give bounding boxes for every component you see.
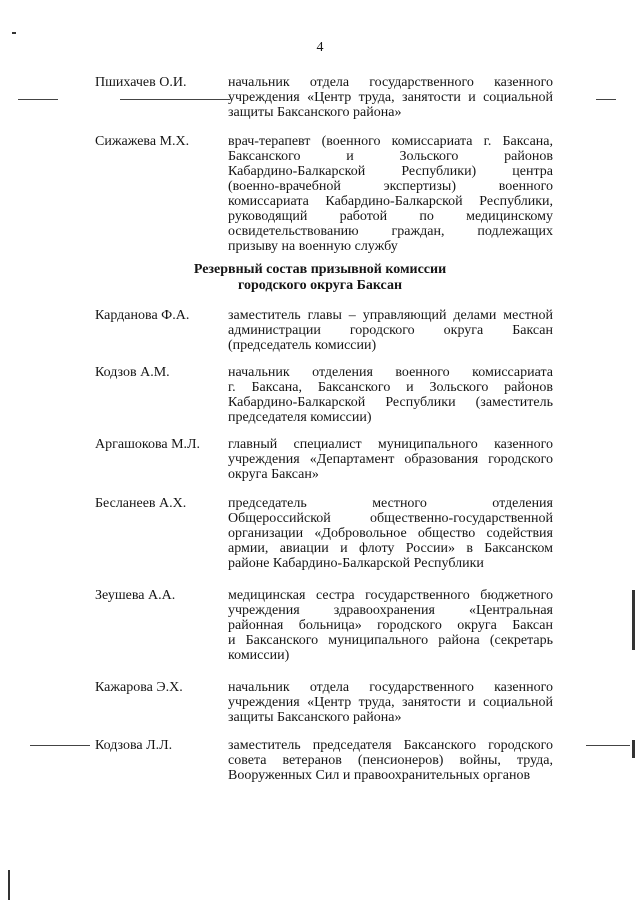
member-name: Пшихачев О.И.	[95, 75, 187, 90]
section-title	[0, 262, 640, 294]
role-line: освидетельствованию граждан, подлежащих	[228, 224, 553, 239]
member-name: Зеушева А.А.	[95, 588, 176, 603]
role-line: врач-терапевт (военного комиссариата г. Баксана,	[228, 134, 553, 149]
role-line: защиты Баксанского района»	[228, 710, 402, 725]
role-line: комиссии)	[228, 648, 290, 663]
role-line: Кабардино-Балкарской Республики) центра	[228, 164, 553, 179]
role-line: Общероссийской общественно-государственной	[228, 511, 553, 526]
member-role	[228, 588, 553, 663]
member-name: Сижажева М.Х.	[95, 134, 190, 149]
role-line: призыву на военную службу	[228, 239, 398, 254]
section-title-line: городского округа Баксан	[237, 278, 403, 293]
scan-line	[596, 99, 616, 100]
role-line: учреждения «Центр труда, занятости и социальной	[228, 90, 553, 105]
member-role	[228, 75, 553, 120]
member-role	[228, 134, 553, 254]
role-line: армии, авиации и флоту России» в Баксанском	[228, 541, 553, 556]
role-line: районе Кабардино-Балкарской Республики	[228, 556, 484, 571]
role-line: округа Баксан»	[228, 467, 319, 482]
role-line: руководящий работой по медицинскому	[228, 209, 553, 224]
role-line: учреждения здравоохранения «Центральная	[228, 603, 553, 618]
role-line: комиссариата Кабардино-Балкарской Республики,	[228, 194, 553, 209]
role-line: учреждения «Департамент образования городского	[228, 452, 553, 467]
member-role	[228, 365, 553, 425]
scan-mark	[12, 32, 16, 34]
role-line: и Баксанского муниципального района (секретарь	[228, 633, 553, 648]
scan-line	[30, 745, 90, 746]
role-line: начальник отдела государственного казенного	[228, 680, 553, 695]
member-name: Кодзова Л.Л.	[95, 738, 173, 753]
role-line: учреждения «Центр труда, занятости и социальной	[228, 695, 553, 710]
scan-mark	[8, 870, 10, 900]
scan-mark	[632, 740, 635, 758]
member-name: Бесланеев А.Х.	[95, 496, 187, 511]
scan-line	[586, 745, 630, 746]
scan-line	[120, 99, 230, 100]
role-line: председателя комиссии)	[228, 410, 372, 425]
section-title-line: Резервный состав призывной комиссии	[193, 262, 447, 277]
scan-mark	[632, 590, 635, 650]
member-role	[228, 738, 553, 783]
role-line: администрации городского округа Баксан	[228, 323, 553, 338]
role-line: защиты Баксанского района»	[228, 105, 402, 120]
member-role	[228, 680, 553, 725]
role-line: (военно-врачебной экспертизы) военного	[228, 179, 553, 194]
page-number: 4	[316, 40, 324, 55]
role-line: начальник отдела государственного казенного	[228, 75, 553, 90]
scan-line	[18, 99, 58, 100]
role-line: районная больница» городского округа Баксан	[228, 618, 553, 633]
member-name: Аргашокова М.Л.	[95, 437, 201, 452]
role-line: г. Баксана, Баксанского и Зольского районов	[228, 380, 553, 395]
member-name: Карданова Ф.А.	[95, 308, 190, 323]
role-line: (председатель комиссии)	[228, 338, 377, 353]
role-line: главный специалист муниципального казенного	[228, 437, 553, 452]
member-role	[228, 437, 553, 482]
role-line: председатель местного отделения	[228, 496, 553, 511]
role-line: совета ветеранов (пенсионеров) войны, труда,	[228, 753, 553, 768]
role-line: медицинская сестра государственного бюджетного	[228, 588, 553, 603]
role-line: Кабардино-Балкарской Республики (заместитель	[228, 395, 553, 410]
role-line: организации «Добровольное общество содействия	[228, 526, 553, 541]
role-line: начальник отделения военного комиссариата	[228, 365, 553, 380]
member-role	[228, 496, 553, 571]
member-name: Кажарова Э.Х.	[95, 680, 183, 695]
role-line: Вооруженных Сил и правоохранительных органов	[228, 768, 531, 783]
role-line: заместитель главы – управляющий делами местной	[228, 308, 553, 323]
role-line: заместитель председателя Баксанского городского	[228, 738, 553, 753]
role-line: Баксанского и Зольского районов	[228, 149, 553, 164]
member-role	[228, 308, 553, 353]
member-name: Кодзов А.М.	[95, 365, 170, 380]
